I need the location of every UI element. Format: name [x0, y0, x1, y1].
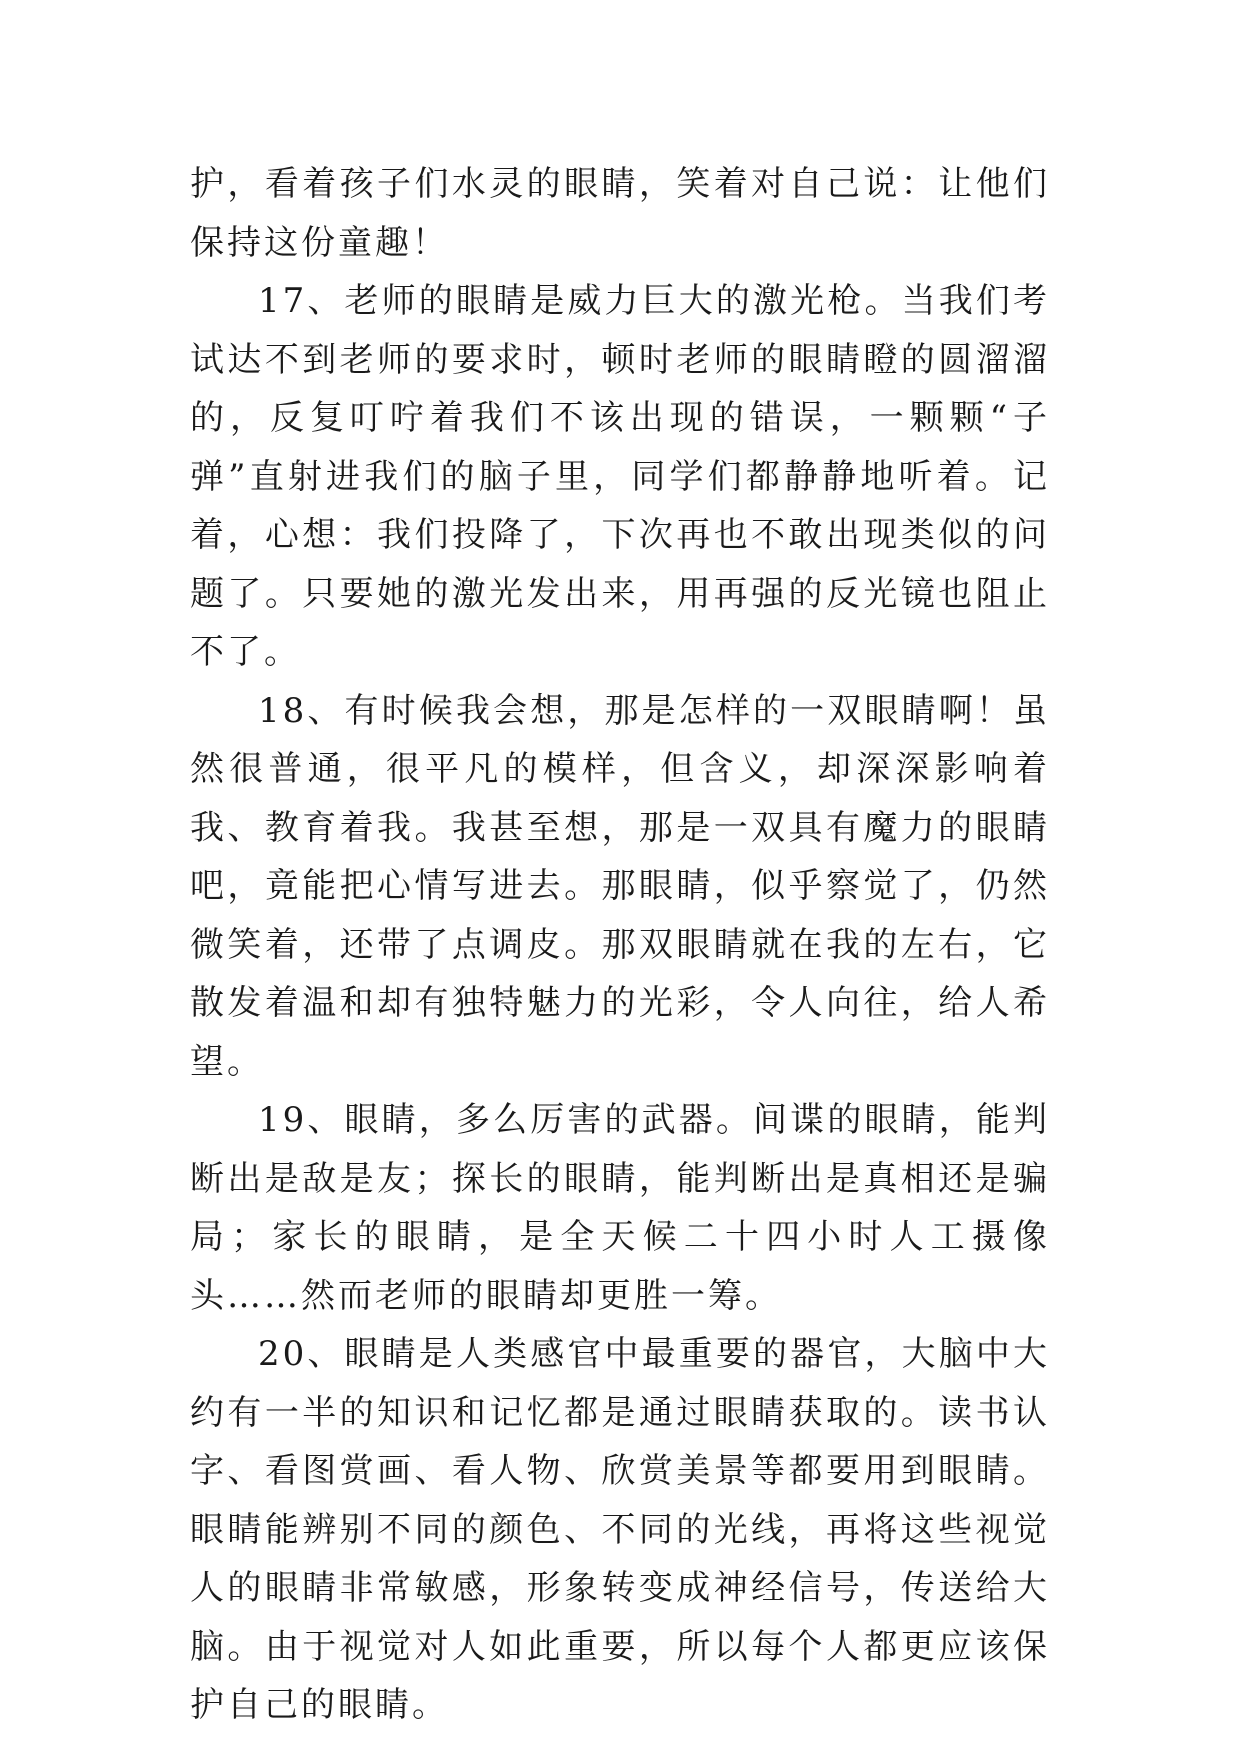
- paragraph-20: 20、眼睛是人类感官中最重要的器官，大脑中大约有一半的知识和记忆都是通过眼睛获取的。读书认字、看图赏画、看人物、欣赏美景等都要用到眼睛。眼睛能辨别不同的颜色、不同的光线，再将这些视觉人的眼睛非常敏感，形象转变成神经信号，传送给大脑。由于视觉对人如此重要，所以每个人都更应该保护自己的眼睛。: [190, 1334, 1050, 1725]
- document-body: [190, 155, 1050, 1735]
- paragraph-17: 17、老师的眼睛是威力巨大的激光枪。当我们考试达不到老师的要求时，顿时老师的眼睛瞪的圆溜溜的，反复叮咛着我们不该出现的错误，一颗颗“子弹”直射进我们的脑子里，同学们都静静地听着。记着，心想：我们投降了，下次再也不敢出现类似的问题了。只要她的激光发出来，用再强的反光镜也阻止不了。: [190, 281, 1050, 672]
- paragraph-19: 19、眼睛，多么厉害的武器。间谍的眼睛，能判断出是敌是友；探长的眼睛，能判断出是真相还是骗局；家长的眼睛，是全天候二十四小时人工摄像头……然而老师的眼睛却更胜一筹。: [190, 1100, 1050, 1316]
- paragraph-continuation: 护，看着孩子们水灵的眼睛，笑着对自己说：让他们保持这份童趣！: [190, 164, 1050, 263]
- paragraph-18: 18、有时候我会想，那是怎样的一双眼睛啊！虽然很普通，很平凡的模样，但含义，却深深影响着我、教育着我。我甚至想，那是一双具有魔力的眼睛吧，竟能把心情写进去。那眼睛，似乎察觉了，仍然微笑着，还带了点调皮。那双眼睛就在我的左右，它散发着温和却有独特魅力的光彩，令人向往，给人希望。: [190, 690, 1050, 1082]
